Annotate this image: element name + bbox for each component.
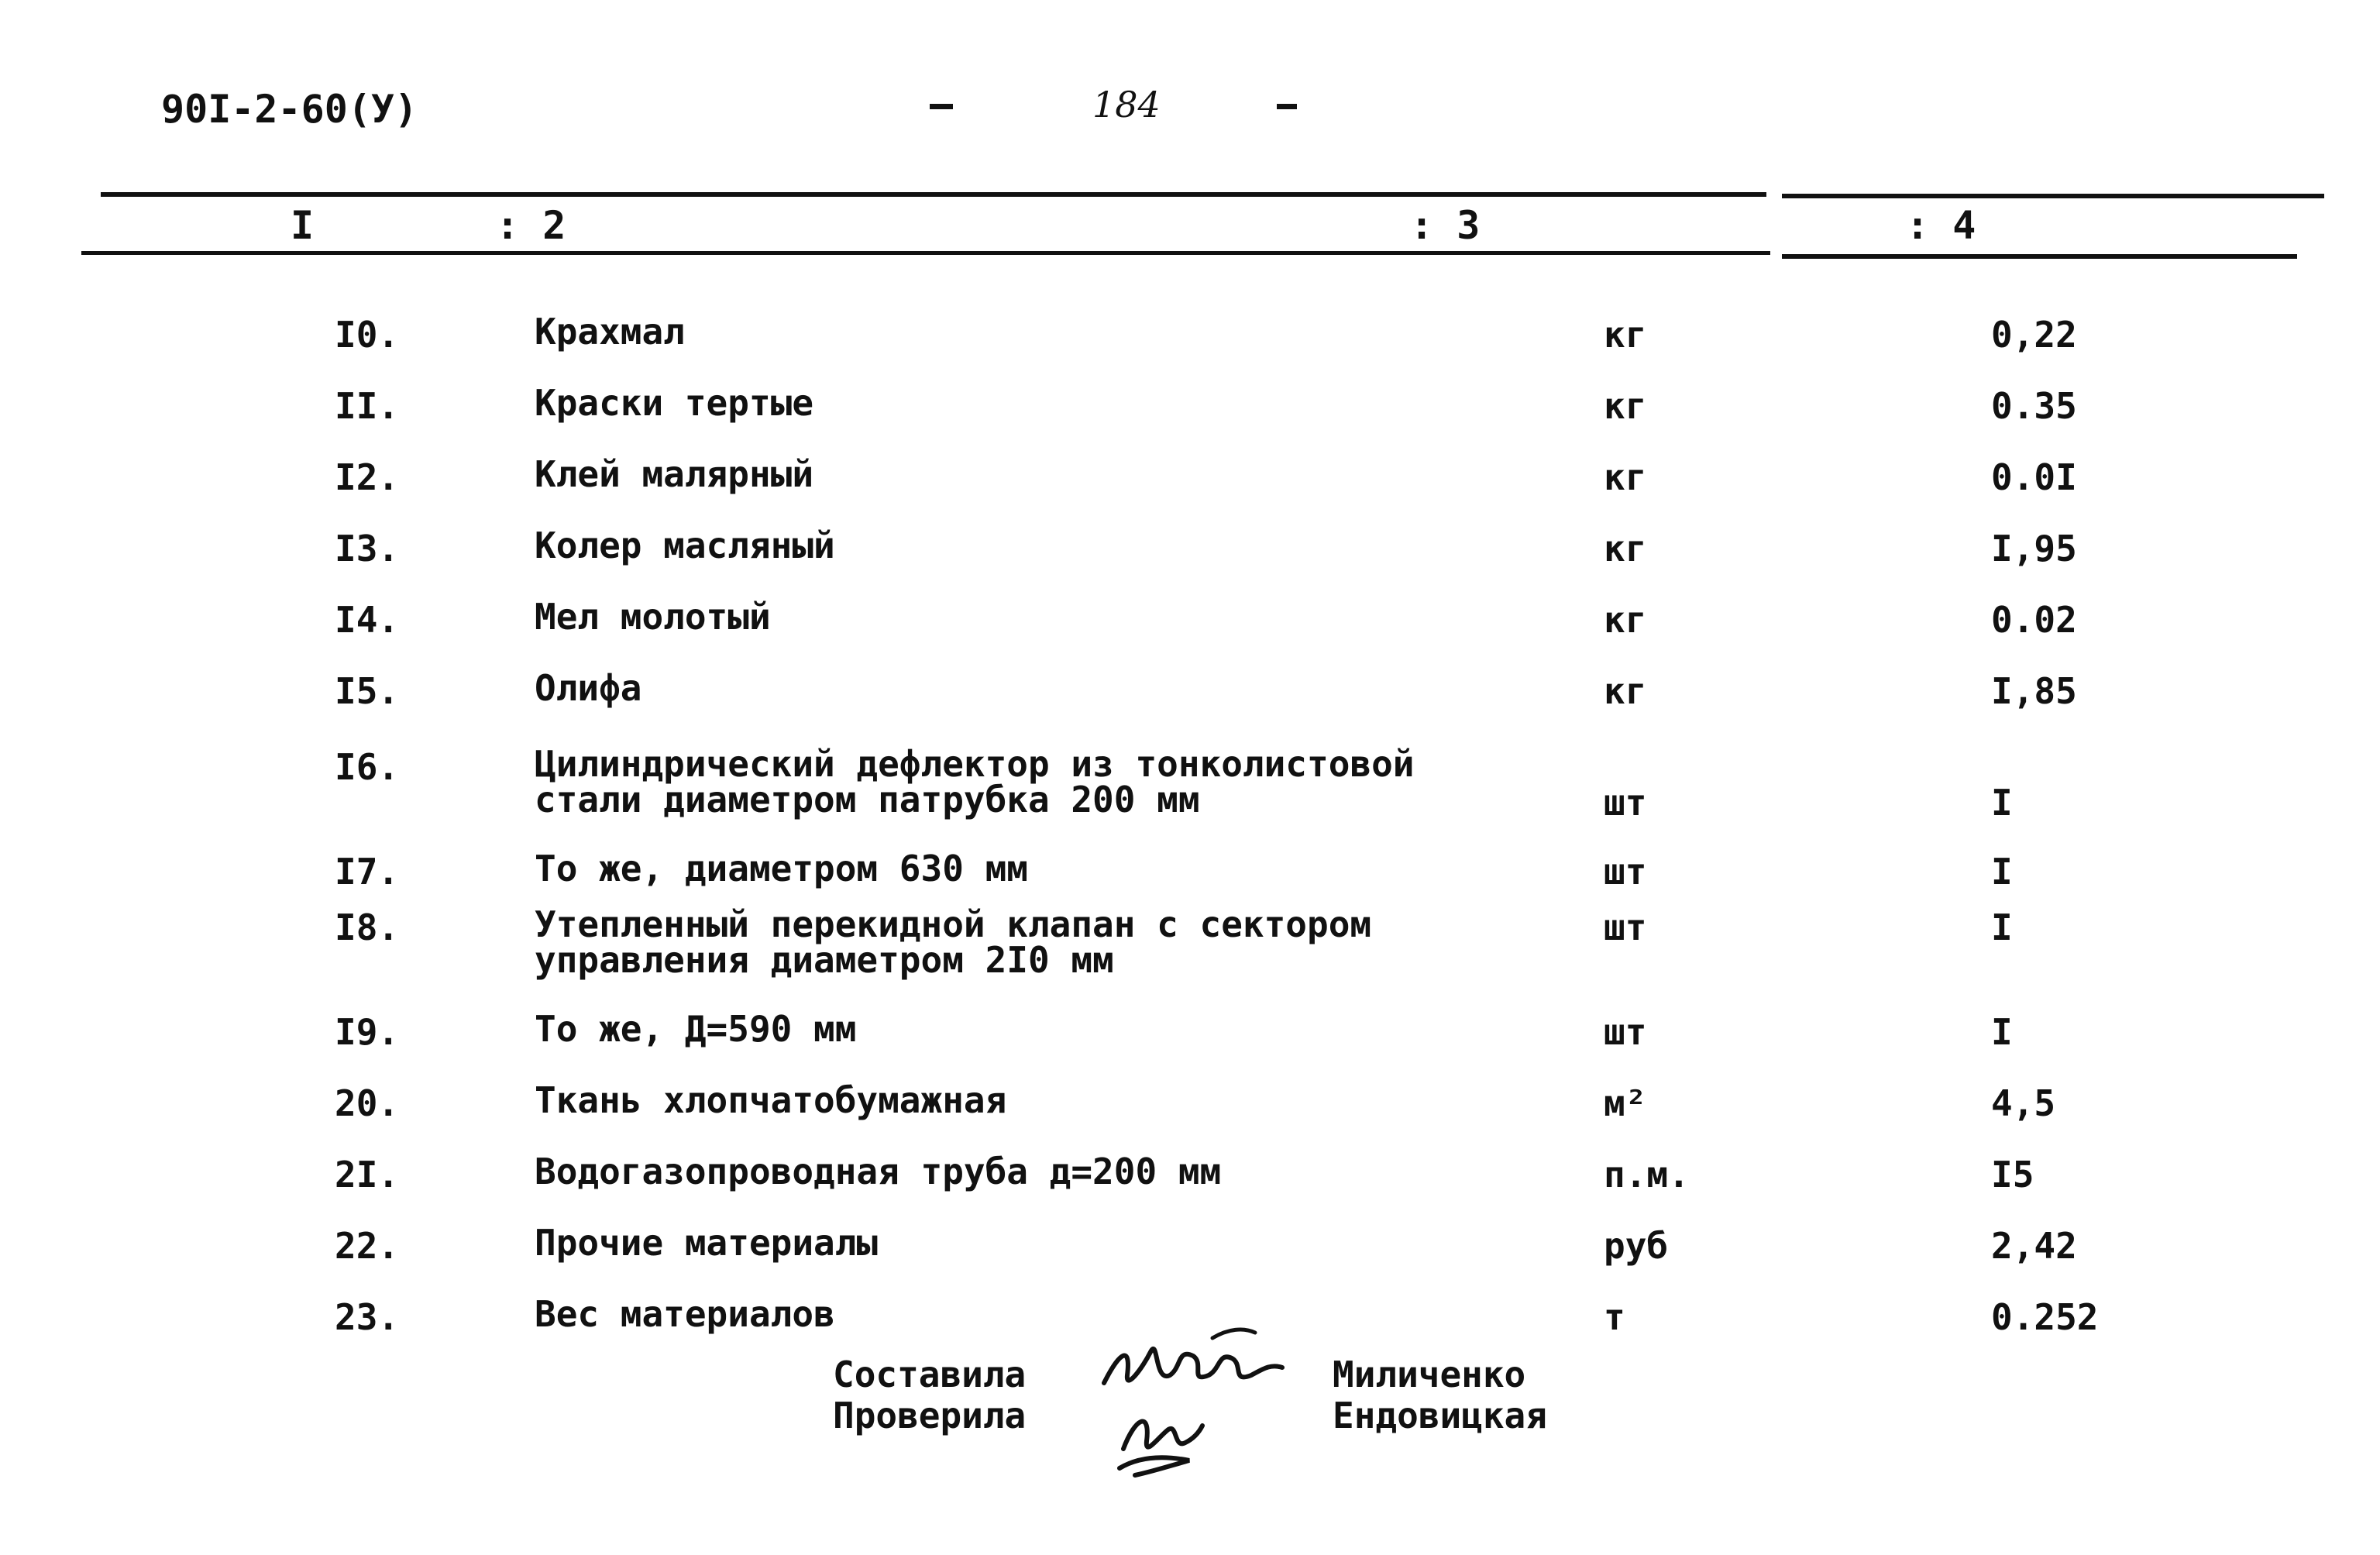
- handwritten-signature-compiler: [1096, 1321, 1290, 1406]
- unit-of-measure: шт: [1604, 851, 1647, 893]
- unit-of-measure: п.м.: [1604, 1154, 1690, 1195]
- material-name-line: Крахмал: [535, 311, 685, 353]
- unit-of-measure: кг: [1604, 385, 1647, 427]
- column-header-3: : 3: [1410, 203, 1481, 248]
- table-top-rule: [101, 192, 1766, 197]
- quantity: I5: [1991, 1154, 2034, 1195]
- row-number: I8.: [335, 907, 400, 948]
- material-name-line: Ткань хлопчатобумажная: [535, 1079, 1007, 1121]
- material-name: [535, 743, 1415, 821]
- document-code: 90I-2-60(У): [161, 87, 418, 132]
- material-name: [535, 1293, 835, 1335]
- unit-of-measure: кг: [1604, 456, 1647, 498]
- material-name-line: Клей малярный: [535, 453, 814, 495]
- column-header-2: : 2: [496, 203, 566, 248]
- table-header-rule-right: [1782, 254, 2297, 259]
- unit-of-measure: кг: [1604, 528, 1647, 569]
- quantity: I: [1991, 782, 2013, 824]
- compiled-by-label: Составила: [833, 1354, 1027, 1395]
- page-number-block: [930, 81, 1297, 126]
- row-number: 2I.: [335, 1154, 400, 1195]
- compiled-by-name: Миличенко: [1333, 1354, 1526, 1395]
- quantity: 0.35: [1991, 385, 2077, 427]
- unit-of-measure: кг: [1604, 670, 1647, 712]
- row-number: 23.: [335, 1296, 400, 1338]
- material-name-line: стали диаметром патрубка 200 мм: [535, 779, 1200, 821]
- material-name-line: То же, Д=590 мм: [535, 1008, 857, 1050]
- material-name: [535, 1079, 1007, 1121]
- row-number: I9.: [335, 1011, 400, 1053]
- material-name-line: Утепленный перекидной клапан с сектором: [535, 903, 1372, 945]
- material-name-line: Краски тертые: [535, 382, 814, 424]
- material-name: [535, 903, 1372, 981]
- row-number: II.: [335, 385, 400, 427]
- column-header-4: : 4: [1906, 203, 1976, 248]
- material-name: [535, 1008, 857, 1050]
- material-name-line: управления диаметром 2I0 мм: [535, 939, 1114, 981]
- column-header-1: I: [291, 203, 315, 248]
- checked-by-label: Проверила: [833, 1394, 1027, 1436]
- material-name: [535, 525, 835, 566]
- quantity: 0.0I: [1991, 456, 2077, 498]
- row-number: I6.: [335, 746, 400, 788]
- material-name-line: Вес материалов: [535, 1293, 835, 1335]
- quantity: I,95: [1991, 528, 2077, 569]
- checked-by-name: Ендовицкая: [1333, 1394, 1547, 1436]
- row-number: I2.: [335, 456, 400, 498]
- material-name-line: Цилиндрический дефлектор из тонколистовой: [535, 743, 1415, 785]
- unit-of-measure: руб: [1604, 1225, 1669, 1267]
- page-number: 184: [1092, 84, 1161, 126]
- material-name-line: Прочие материалы: [535, 1222, 879, 1264]
- material-name-line: Мел молотый: [535, 596, 771, 638]
- quantity: 2,42: [1991, 1225, 2077, 1267]
- material-name-line: То же, диаметром 630 мм: [535, 848, 1028, 889]
- unit-of-measure: кг: [1604, 314, 1647, 356]
- material-name: [535, 848, 1028, 889]
- handwritten-signature-checker: [1108, 1395, 1209, 1480]
- unit-of-measure: т: [1604, 1296, 1625, 1338]
- signature-names: [1333, 1354, 1547, 1436]
- material-name-line: Колер масляный: [535, 525, 835, 566]
- row-number: I7.: [335, 851, 400, 893]
- quantity: 0.252: [1991, 1296, 2099, 1338]
- material-name: [535, 382, 814, 424]
- quantity: I: [1991, 851, 2013, 893]
- row-number: I4.: [335, 599, 400, 641]
- row-number: I5.: [335, 670, 400, 712]
- material-name: [535, 1151, 1222, 1192]
- quantity: I: [1991, 907, 2013, 948]
- material-name: [535, 667, 642, 709]
- material-name: [535, 596, 771, 638]
- unit-of-measure: кг: [1604, 599, 1647, 641]
- row-number: I0.: [335, 314, 400, 356]
- quantity: I: [1991, 1011, 2013, 1053]
- material-name: [535, 453, 814, 495]
- quantity: 4,5: [1991, 1082, 2056, 1124]
- table-top-rule-right: [1782, 194, 2324, 198]
- signature-labels: [833, 1354, 1026, 1436]
- dash-left: [930, 104, 953, 109]
- material-name-line: Олифа: [535, 667, 642, 709]
- quantity: 0.02: [1991, 599, 2077, 641]
- quantity: 0,22: [1991, 314, 2077, 356]
- unit-of-measure: шт: [1604, 782, 1647, 824]
- row-number: I3.: [335, 528, 400, 569]
- table-header-rule: [81, 251, 1770, 255]
- material-name: [535, 311, 685, 353]
- dash-right: [1277, 104, 1297, 109]
- row-number: 20.: [335, 1082, 400, 1124]
- material-name-line: Водогазопроводная труба д=200 мм: [535, 1151, 1222, 1192]
- unit-of-measure: м²: [1604, 1082, 1647, 1124]
- quantity: I,85: [1991, 670, 2077, 712]
- unit-of-measure: шт: [1604, 907, 1647, 948]
- unit-of-measure: шт: [1604, 1011, 1647, 1053]
- row-number: 22.: [335, 1225, 400, 1267]
- material-name: [535, 1222, 879, 1264]
